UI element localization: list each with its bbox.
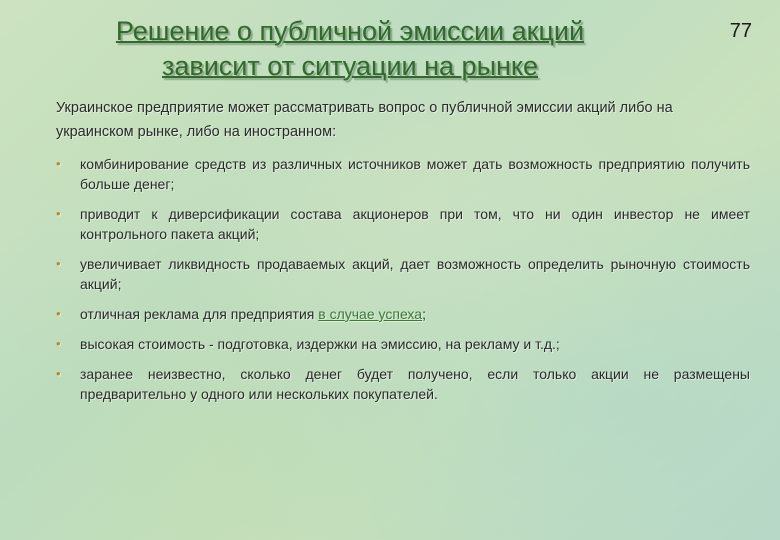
slide-title-line1: Решение о публичной эмиссии акций xyxy=(115,16,585,46)
bullet-text: высокая стоимость - подготовка, издержки на эмиссию, на рекламу и т.д.; xyxy=(80,336,560,352)
bullet-icon: • xyxy=(56,306,61,321)
bullet-icon: • xyxy=(56,336,61,351)
intro-paragraph: Украинское предприятие может рассматривать вопрос о публичной эмиссии акций либо на украинском рынке, либо на иностранном: xyxy=(56,100,673,140)
slide-title-line2: зависит от ситуации на рынке xyxy=(161,51,539,81)
bullet-text: отличная реклама для предприятия xyxy=(80,306,319,322)
bullet-text: приводит к диверсификации состава акционеров при том, что ни один инвестор не имеет контрольного пакета акций; xyxy=(80,206,750,242)
list-item xyxy=(56,204,750,244)
list-item xyxy=(56,334,750,354)
bullet-icon: • xyxy=(56,206,61,221)
list-item xyxy=(56,154,750,194)
page-number: 77 xyxy=(729,20,752,42)
bullet-text: заранее неизвестно, сколько денег будет получено, если только акции не размещены предварительно у одного или нескольких покупателей. xyxy=(80,366,750,402)
list-item xyxy=(56,304,750,324)
success-link[interactable]: в случае успеха xyxy=(318,306,423,322)
bullet-icon: • xyxy=(56,256,61,271)
bullet-icon: • xyxy=(56,156,61,171)
bullet-text-end: ; xyxy=(422,306,426,322)
bullet-text: комбинирование средств из различных источников может дать возможность предприятию получить больше денег; xyxy=(80,156,750,192)
bullet-text: увеличивает ликвидность продаваемых акций, дает возможность определить рыночную стоимость акций; xyxy=(80,256,750,292)
list-item xyxy=(56,254,750,294)
bullet-icon: • xyxy=(56,366,61,381)
bullet-list xyxy=(56,154,750,414)
slide-title xyxy=(40,14,660,84)
list-item xyxy=(56,364,750,404)
